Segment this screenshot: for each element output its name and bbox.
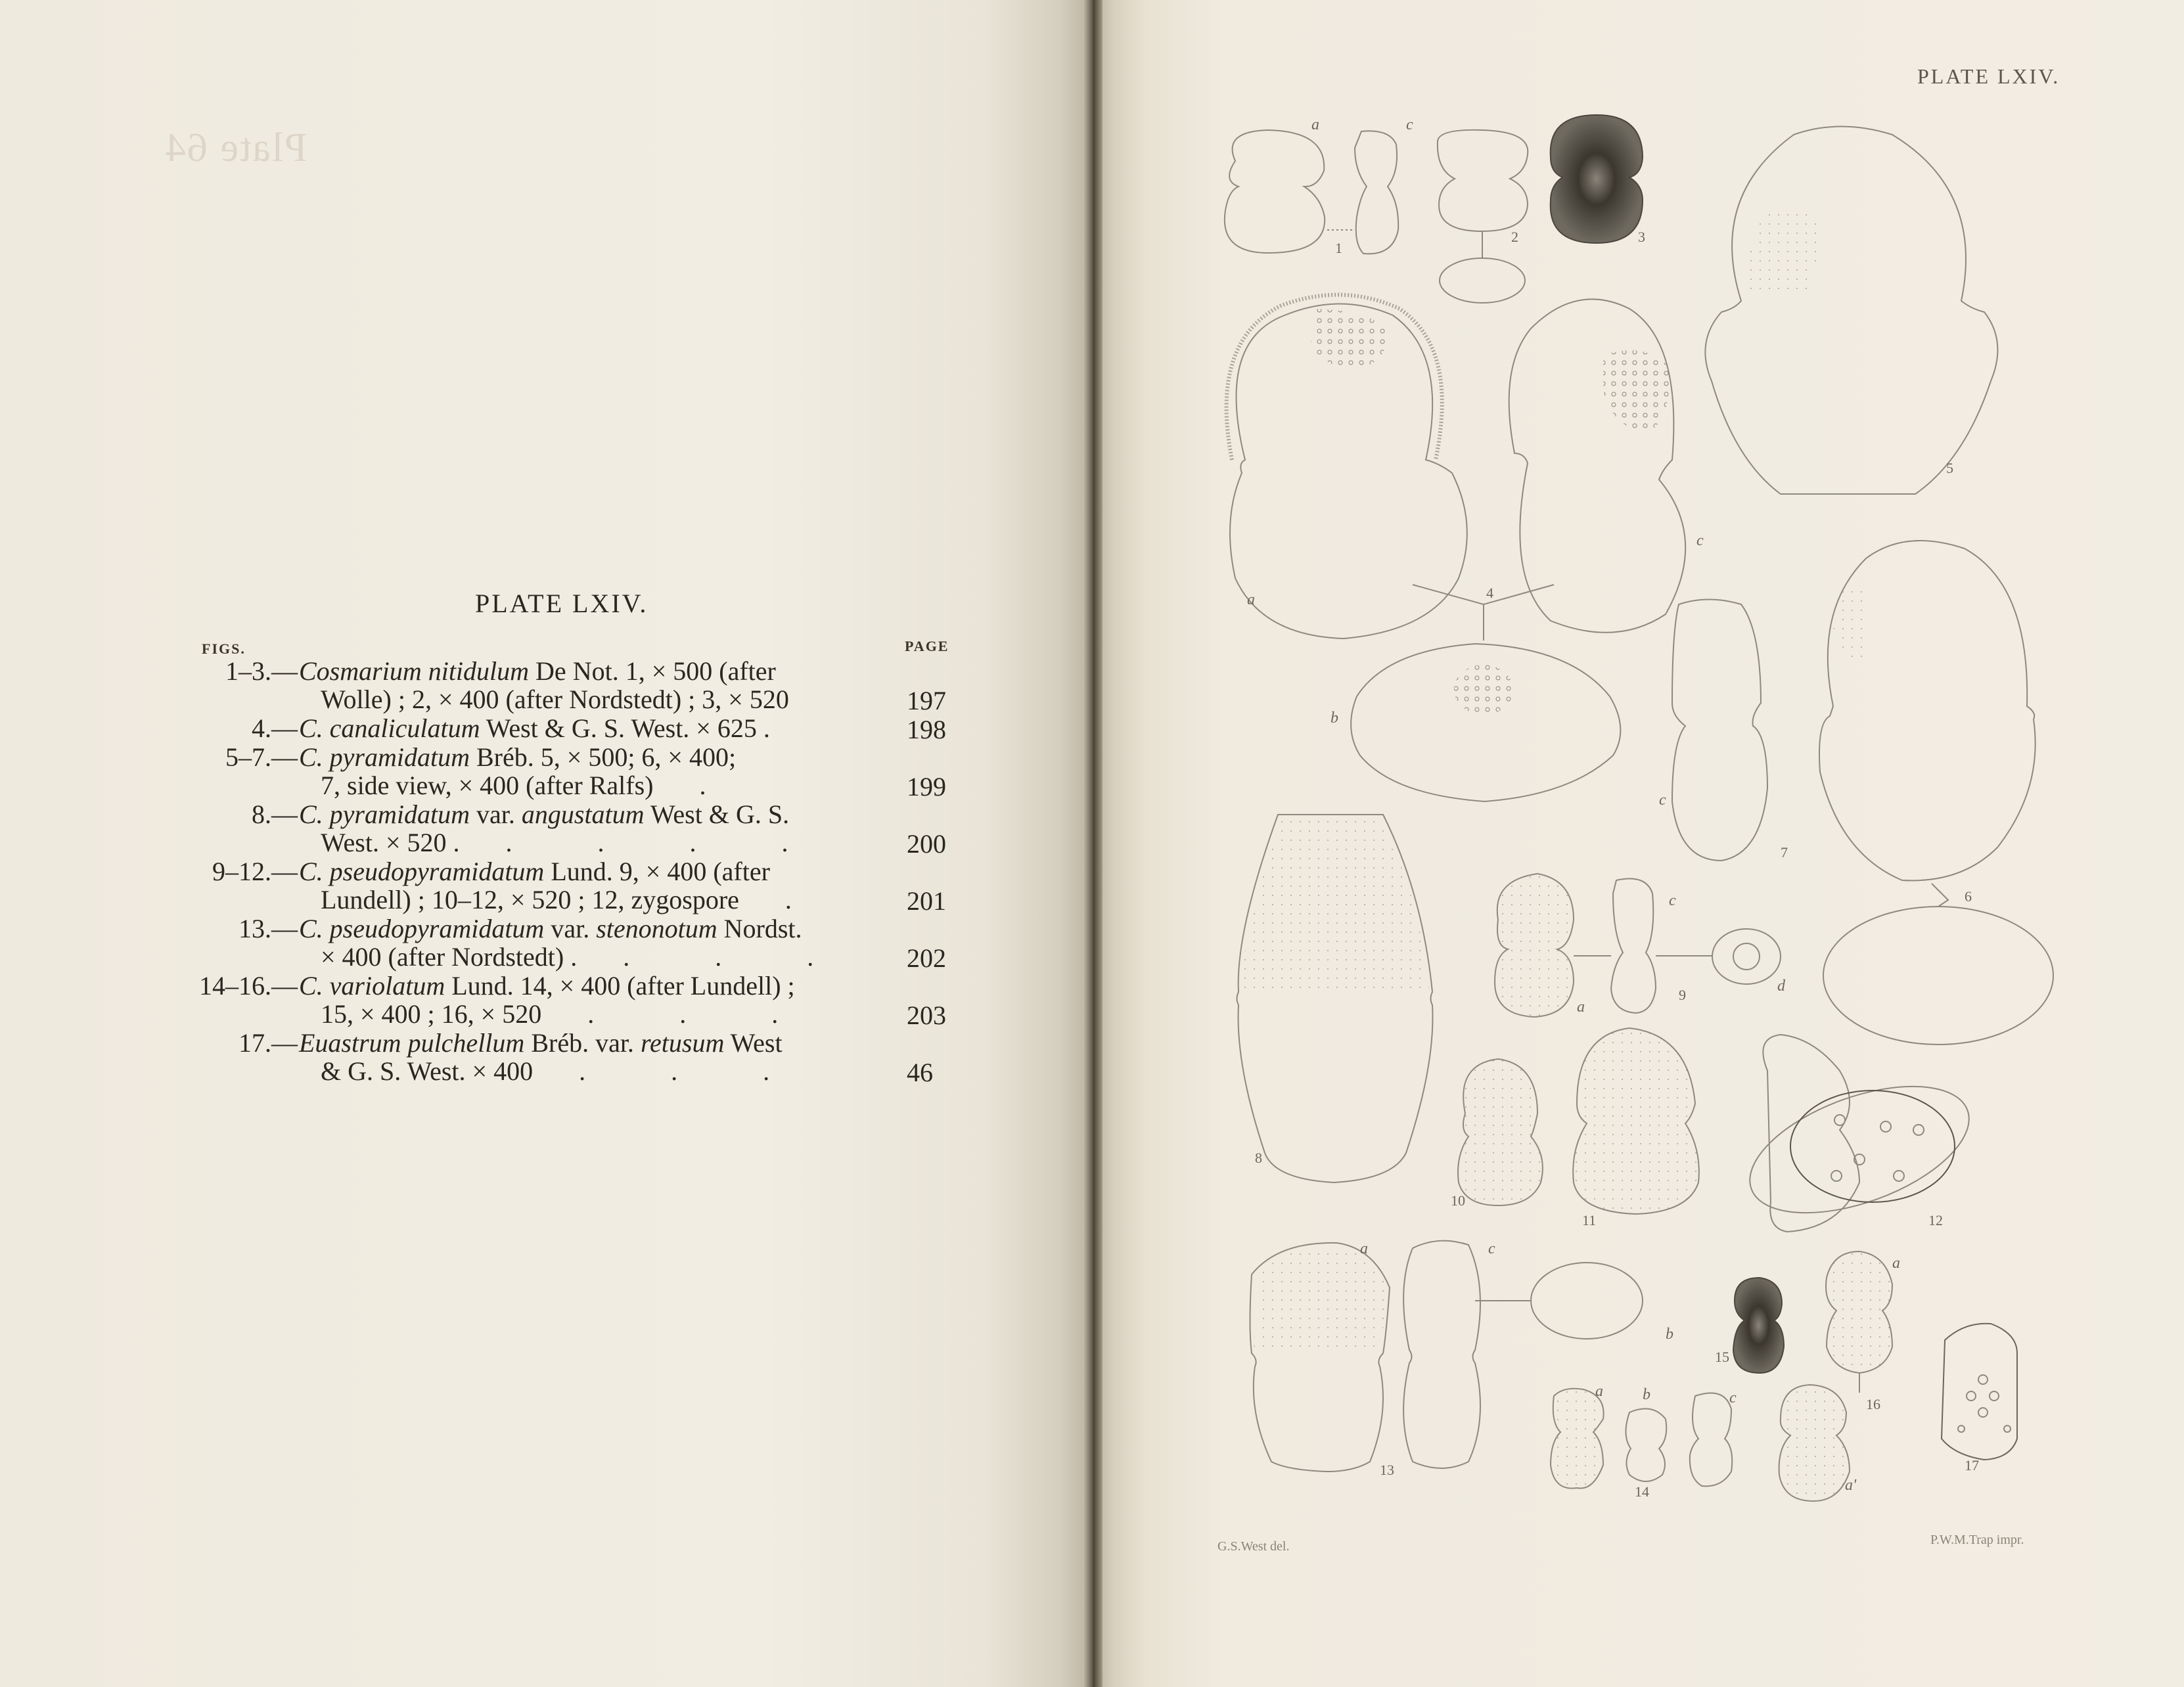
- figure-14: [1551, 1389, 1732, 1489]
- svg-text:c: c: [1696, 532, 1704, 549]
- label-15: 15: [1715, 1349, 1729, 1365]
- label-10: 10: [1451, 1192, 1465, 1209]
- label-17: 17: [1965, 1457, 1979, 1473]
- svg-text:a: a: [1595, 1383, 1603, 1400]
- svg-text:b: b: [1666, 1326, 1673, 1343]
- label-1: 1: [1335, 240, 1342, 256]
- show-through-text: Plate 64: [164, 125, 307, 170]
- figure-3: [1551, 115, 1643, 243]
- figure-1: [1225, 130, 1398, 254]
- svg-text:c: c: [1669, 892, 1676, 909]
- svg-text:b: b: [1643, 1386, 1650, 1403]
- label-7: 7: [1781, 844, 1788, 861]
- figure-9: [1495, 874, 1781, 1017]
- svg-text:a: a: [1311, 116, 1319, 133]
- figure-2: [1438, 130, 1528, 303]
- figure-15: [1733, 1278, 1784, 1373]
- credit-artist: G.S.West del.: [1217, 1539, 1290, 1554]
- label-9: 9: [1679, 987, 1686, 1003]
- figs-header: FIGS.: [202, 641, 246, 657]
- credit-printer: P.W.M.Trap impr.: [1930, 1533, 2024, 1547]
- figure-4c: [1509, 299, 1686, 632]
- svg-text:d: d: [1777, 978, 1785, 995]
- running-head: PLATE LXIV.: [1917, 64, 2060, 88]
- figure-16: [1779, 1251, 1892, 1501]
- svg-text:a: a: [1892, 1255, 1900, 1272]
- figure-6: [1819, 541, 2053, 1045]
- figure-12: [1733, 1035, 1986, 1238]
- label-2: 2: [1511, 229, 1518, 245]
- figure-17: [1942, 1324, 2017, 1460]
- label-5: 5: [1946, 460, 1953, 476]
- figure-4b: [1351, 585, 1620, 801]
- svg-text:c: c: [1406, 116, 1413, 133]
- plate-title: PLATE LXIV.: [475, 589, 648, 618]
- figure-11: [1573, 1028, 1699, 1214]
- label-3: 3: [1638, 229, 1645, 245]
- page-header: PAGE: [905, 638, 949, 654]
- label-11: 11: [1582, 1212, 1597, 1228]
- svg-text:a': a': [1845, 1477, 1857, 1494]
- svg-text:b: b: [1331, 709, 1338, 727]
- svg-text:a: a: [1360, 1240, 1368, 1257]
- label-13: 13: [1380, 1462, 1394, 1478]
- label-8: 8: [1255, 1150, 1262, 1166]
- left-page: Plate 64 PLATE LXIV. FIGS. PAGE 1–3.— Cosmarium nitidulum De Not. 1, × 500 (after Wolle) ; 2, × 400 (after Nordstedt) ; 3, × 520 197 4.— C. canaliculatum West & G. S. West. × 625 . 198 5–7.— C. pyramidatum Bréb. 5, × 500; 6, × 400; 7, side view, × 400 (after Ralfs) . 199 8.— C. pyramidatum var. angustatum West & G. S. West. × 520 . . . . . 200 9–12.— C. pseudopyramidatum Lund. 9, × 400 (after Lundell) ; 10–12, × 520 ; 12, zygospore . 201 13.— C. pseudopyramidatum var. stenonotum Nordst. × 400 (after Nordstedt) . . . . 202 14–16.— C. variolatum Lund. 14, × 400 (after Lundell) ; 15, × 400 ; 16, × 520 . . . 203 17.— Euastrum pulchellum Bréb. var. retusum West & G. S. West. × 400 . . . 46: [0, 0, 1092, 1687]
- figure-5: [1705, 127, 1997, 495]
- label-6: 6: [1965, 888, 1972, 905]
- figure-10: [1458, 1059, 1543, 1205]
- label-12: 12: [1928, 1212, 1943, 1228]
- svg-text:c: c: [1488, 1240, 1495, 1257]
- figure-8: [1237, 815, 1433, 1182]
- svg-text:a: a: [1247, 591, 1255, 608]
- label-16: 16: [1866, 1396, 1880, 1412]
- figure-4a: [1227, 295, 1467, 639]
- svg-text:c: c: [1659, 792, 1666, 809]
- figure-7: [1672, 600, 1767, 861]
- svg-text:a: a: [1577, 999, 1585, 1016]
- svg-text:c: c: [1729, 1389, 1737, 1406]
- label-4: 4: [1486, 585, 1493, 601]
- label-14: 14: [1635, 1483, 1649, 1500]
